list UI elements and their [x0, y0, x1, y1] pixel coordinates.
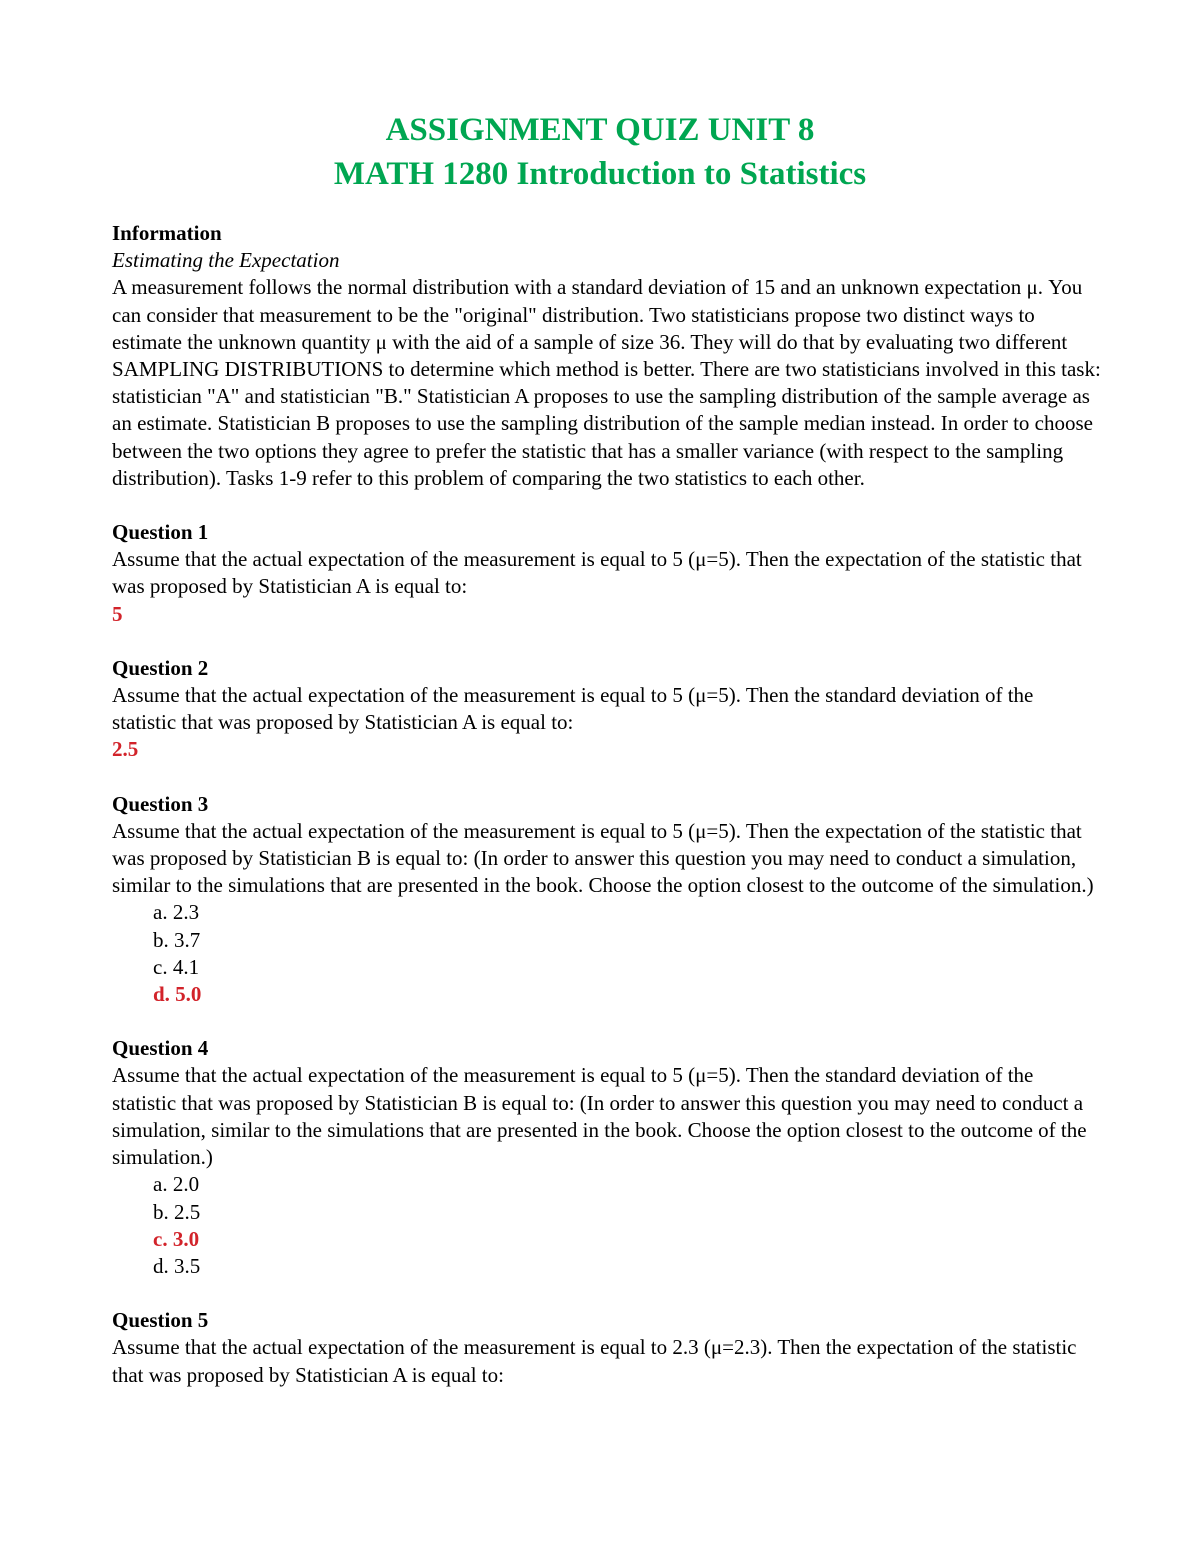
option-a: a. 2.3	[153, 900, 200, 925]
question-5	[112, 1307, 1102, 1389]
option-b: b. 2.5	[153, 1199, 201, 1224]
question-heading: Question 4	[112, 1036, 209, 1061]
option-c: c. 4.1	[153, 954, 200, 979]
information-heading: Information	[112, 221, 222, 245]
question-answer: 2.5	[112, 737, 139, 762]
question-text: Assume that the actual expectation of the measurement is equal to 5 (μ=5). Then the expectation of the statistic that was proposed by Statistician A is equal to:	[112, 547, 1082, 599]
question-answer: 5	[112, 601, 123, 626]
option-b: b. 3.7	[153, 927, 201, 952]
information-body: A measurement follows the normal distribution with a standard deviation of 15 and an unknown expectation μ. You can consider that measurement to be the "original" distribution. Two statisticians propose two distinct ways to estimate the unknown quantity μ with the aid of a sample of size 36. They will do that by evaluating two different SAMPLING DISTRIBUTIONS to determine which method is better. There are two statisticians involved in this task: statistician "A" and statistician "B." Statistician A proposes to use the sampling distribution of the sample average as an estimate. Statistician B proposes to use the sampling distribution of the sample median instead. In order to choose between the two options they agree to prefer the statistic that has a smaller variance (with respect to the sampling distribution). Tasks 1-9 refer to this problem of comparing the two statistics to each other.	[112, 275, 1101, 490]
question-1	[112, 519, 1102, 628]
option-d-correct: d. 5.0	[153, 982, 202, 1007]
option-c-correct: c. 3.0	[153, 1226, 200, 1251]
question-text: Assume that the actual expectation of the measurement is equal to 5 (μ=5). Then the standard deviation of the statistic that was proposed by Statistician B is equal to: (In order to answer this question you may need to conduct a simulation, similar to the simulations that are presented in the book. Choose the option closest to the outcome of the simulation.)	[112, 1063, 1087, 1170]
options-list	[112, 1171, 1102, 1280]
question-heading: Question 3	[112, 791, 209, 816]
question-4	[112, 1035, 1102, 1280]
information-subheading: Estimating the Expectation	[112, 248, 340, 273]
question-text: Assume that the actual expectation of the measurement is equal to 5 (μ=5). Then the standard deviation of the statistic that was proposed by Statistician A is equal to:	[112, 683, 1034, 735]
question-heading: Question 2	[112, 655, 209, 680]
options-list	[112, 899, 1102, 1008]
document-body	[112, 220, 1102, 1389]
title-line-2: MATH 1280 Introduction to Statistics	[333, 156, 867, 192]
question-heading: Question 1	[112, 520, 209, 545]
option-d: d. 3.5	[153, 1253, 201, 1278]
question-text: Assume that the actual expectation of the measurement is equal to 5 (μ=5). Then the expectation of the statistic that was proposed by Statistician B is equal to: (In order to answer this question you may need to conduct a simulation, similar to the simulations that are presented in the book. Choose the option closest to the outcome of the simulation.)	[112, 818, 1094, 898]
question-2	[112, 655, 1102, 764]
question-text: Assume that the actual expectation of the measurement is equal to 2.3 (μ=2.3). Then the expectation of the statistic that was proposed by Statistician A is equal to:	[112, 1335, 1077, 1387]
option-a: a. 2.0	[153, 1172, 200, 1197]
question-heading: Question 5	[112, 1308, 209, 1333]
title-line-1: ASSIGNMENT QUIZ UNIT 8	[385, 112, 815, 148]
document-title	[0, 108, 1200, 196]
question-3	[112, 791, 1102, 1009]
information-section	[112, 220, 1102, 492]
